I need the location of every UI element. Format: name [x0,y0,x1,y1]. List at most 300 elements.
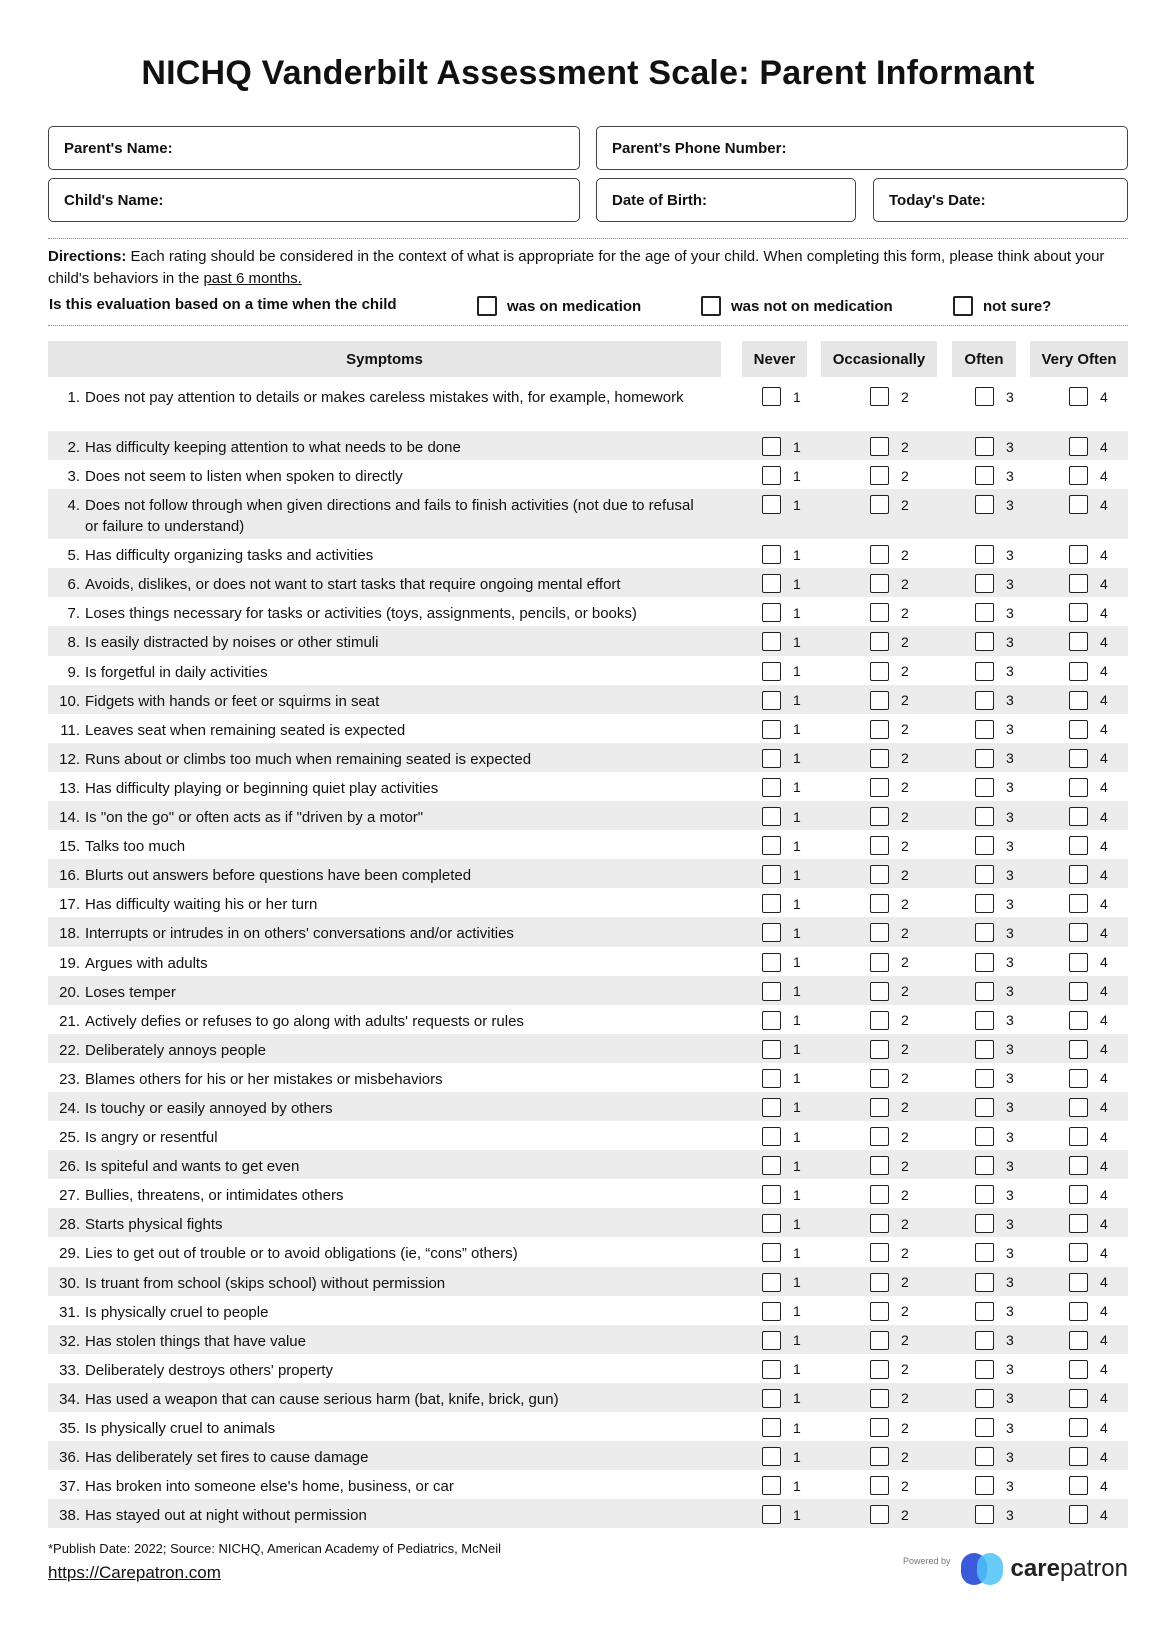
checkbox[interactable] [975,574,994,593]
checkbox[interactable] [762,749,781,768]
checkbox[interactable] [1069,807,1088,826]
rating-option-3[interactable] [975,1360,1014,1379]
rating-option-1[interactable] [762,749,801,768]
rating-option-2[interactable] [870,1243,909,1262]
checkbox[interactable] [870,1273,889,1292]
rating-option-4[interactable] [1069,778,1108,797]
checkbox[interactable] [762,865,781,884]
rating-option-1[interactable] [762,387,801,406]
checkbox[interactable] [975,691,994,710]
checkbox[interactable] [975,1098,994,1117]
rating-option-2[interactable] [870,1476,909,1495]
rating-option-3[interactable] [975,1127,1014,1146]
rating-option-2[interactable] [870,574,909,593]
checkbox[interactable] [762,437,781,456]
checkbox[interactable] [870,662,889,681]
checkbox[interactable] [1069,1331,1088,1350]
checkbox[interactable] [870,1069,889,1088]
checkbox[interactable] [975,865,994,884]
checkbox[interactable] [762,953,781,972]
checkbox[interactable] [870,632,889,651]
checkbox[interactable] [1069,923,1088,942]
rating-option-2[interactable] [870,953,909,972]
child-name-field[interactable] [48,178,580,222]
checkbox[interactable] [870,437,889,456]
checkbox[interactable] [1069,691,1088,710]
rating-option-3[interactable] [975,1447,1014,1466]
checkbox[interactable] [975,1011,994,1030]
checkbox[interactable] [870,1331,889,1350]
checkbox[interactable] [870,1418,889,1437]
carepatron-link[interactable]: https://Carepatron.com [48,1563,221,1582]
checkbox[interactable] [762,632,781,651]
checkbox[interactable] [870,720,889,739]
checkbox[interactable] [1069,1127,1088,1146]
checkbox[interactable] [975,836,994,855]
checkbox[interactable] [870,1214,889,1233]
rating-option-2[interactable] [870,1098,909,1117]
checkbox[interactable] [975,1476,994,1495]
rating-option-4[interactable] [1069,632,1108,651]
checkbox[interactable] [870,1447,889,1466]
checkbox[interactable] [1069,836,1088,855]
rating-option-4[interactable] [1069,836,1108,855]
checkbox[interactable] [870,1127,889,1146]
rating-option-1[interactable] [762,836,801,855]
checkbox[interactable] [1069,1243,1088,1262]
rating-option-4[interactable] [1069,1156,1108,1175]
checkbox[interactable] [1069,662,1088,681]
checkbox[interactable] [477,296,497,316]
rating-option-3[interactable] [975,894,1014,913]
rating-option-1[interactable] [762,1505,801,1524]
rating-option-2[interactable] [870,545,909,564]
checkbox[interactable] [1069,574,1088,593]
rating-option-1[interactable] [762,1360,801,1379]
checkbox[interactable] [870,1505,889,1524]
rating-option-4[interactable] [1069,545,1108,564]
medication-option-not-on[interactable] [701,296,893,316]
rating-option-4[interactable] [1069,1273,1108,1292]
rating-option-4[interactable] [1069,1098,1108,1117]
checkbox[interactable] [762,495,781,514]
checkbox[interactable] [870,1243,889,1262]
rating-option-3[interactable] [975,953,1014,972]
checkbox[interactable] [1069,437,1088,456]
rating-option-3[interactable] [975,982,1014,1001]
rating-option-2[interactable] [870,603,909,622]
rating-option-3[interactable] [975,1302,1014,1321]
checkbox[interactable] [870,982,889,1001]
rating-option-3[interactable] [975,1331,1014,1350]
checkbox[interactable] [870,466,889,485]
rating-option-4[interactable] [1069,1505,1108,1524]
rating-option-3[interactable] [975,1214,1014,1233]
rating-option-3[interactable] [975,1069,1014,1088]
checkbox[interactable] [975,1389,994,1408]
checkbox[interactable] [1069,1185,1088,1204]
checkbox[interactable] [1069,720,1088,739]
rating-option-1[interactable] [762,691,801,710]
rating-option-4[interactable] [1069,807,1108,826]
rating-option-4[interactable] [1069,1418,1108,1437]
rating-option-2[interactable] [870,691,909,710]
checkbox[interactable] [762,1011,781,1030]
rating-option-1[interactable] [762,923,801,942]
checkbox[interactable] [1069,865,1088,884]
rating-option-1[interactable] [762,894,801,913]
rating-option-1[interactable] [762,603,801,622]
checkbox[interactable] [975,1243,994,1262]
checkbox[interactable] [762,1185,781,1204]
rating-option-3[interactable] [975,495,1014,514]
rating-option-3[interactable] [975,1273,1014,1292]
checkbox[interactable] [762,1040,781,1059]
checkbox[interactable] [762,1273,781,1292]
checkbox[interactable] [975,923,994,942]
rating-option-2[interactable] [870,894,909,913]
rating-option-4[interactable] [1069,749,1108,768]
checkbox[interactable] [870,545,889,564]
checkbox[interactable] [762,1127,781,1146]
checkbox[interactable] [762,982,781,1001]
checkbox[interactable] [870,749,889,768]
checkbox[interactable] [870,1185,889,1204]
rating-option-4[interactable] [1069,1069,1108,1088]
checkbox[interactable] [1069,1011,1088,1030]
rating-option-3[interactable] [975,1476,1014,1495]
rating-option-1[interactable] [762,1447,801,1466]
rating-option-2[interactable] [870,720,909,739]
rating-option-3[interactable] [975,662,1014,681]
checkbox[interactable] [975,1360,994,1379]
rating-option-2[interactable] [870,1040,909,1059]
rating-option-3[interactable] [975,1505,1014,1524]
checkbox[interactable] [762,1214,781,1233]
checkbox[interactable] [701,296,721,316]
checkbox[interactable] [762,1243,781,1262]
rating-option-1[interactable] [762,437,801,456]
checkbox[interactable] [975,1069,994,1088]
rating-option-4[interactable] [1069,1011,1108,1030]
checkbox[interactable] [870,1476,889,1495]
checkbox[interactable] [762,1418,781,1437]
checkbox[interactable] [870,807,889,826]
checkbox[interactable] [762,1331,781,1350]
rating-option-3[interactable] [975,387,1014,406]
checkbox[interactable] [870,603,889,622]
rating-option-4[interactable] [1069,1127,1108,1146]
checkbox[interactable] [870,923,889,942]
rating-option-2[interactable] [870,836,909,855]
checkbox[interactable] [762,574,781,593]
rating-option-2[interactable] [870,865,909,884]
rating-option-2[interactable] [870,495,909,514]
checkbox[interactable] [975,603,994,622]
checkbox[interactable] [1069,894,1088,913]
rating-option-3[interactable] [975,1243,1014,1262]
checkbox[interactable] [975,720,994,739]
checkbox[interactable] [975,1214,994,1233]
checkbox[interactable] [975,1273,994,1292]
rating-option-1[interactable] [762,1331,801,1350]
rating-option-1[interactable] [762,495,801,514]
checkbox[interactable] [975,632,994,651]
checkbox[interactable] [762,894,781,913]
checkbox[interactable] [870,574,889,593]
checkbox[interactable] [762,1156,781,1175]
rating-option-4[interactable] [1069,1185,1108,1204]
rating-option-4[interactable] [1069,574,1108,593]
rating-option-3[interactable] [975,720,1014,739]
checkbox[interactable] [870,387,889,406]
checkbox[interactable] [1069,1214,1088,1233]
checkbox[interactable] [975,495,994,514]
rating-option-3[interactable] [975,865,1014,884]
rating-option-2[interactable] [870,1273,909,1292]
rating-option-1[interactable] [762,982,801,1001]
rating-option-4[interactable] [1069,387,1108,406]
rating-option-3[interactable] [975,632,1014,651]
rating-option-4[interactable] [1069,1040,1108,1059]
checkbox[interactable] [1069,1069,1088,1088]
checkbox[interactable] [870,691,889,710]
rating-option-4[interactable] [1069,495,1108,514]
checkbox[interactable] [762,923,781,942]
checkbox[interactable] [762,836,781,855]
checkbox[interactable] [975,662,994,681]
checkbox[interactable] [975,1505,994,1524]
rating-option-3[interactable] [975,1389,1014,1408]
checkbox[interactable] [762,1069,781,1088]
rating-option-1[interactable] [762,632,801,651]
checkbox[interactable] [1069,1447,1088,1466]
checkbox[interactable] [1069,1476,1088,1495]
checkbox[interactable] [1069,1040,1088,1059]
rating-option-1[interactable] [762,865,801,884]
checkbox[interactable] [975,1302,994,1321]
rating-option-1[interactable] [762,466,801,485]
rating-option-4[interactable] [1069,1476,1108,1495]
checkbox[interactable] [975,778,994,797]
checkbox[interactable] [762,1098,781,1117]
rating-option-1[interactable] [762,1069,801,1088]
rating-option-2[interactable] [870,1185,909,1204]
rating-option-3[interactable] [975,749,1014,768]
checkbox[interactable] [1069,603,1088,622]
checkbox[interactable] [762,387,781,406]
rating-option-2[interactable] [870,807,909,826]
checkbox[interactable] [975,982,994,1001]
rating-option-2[interactable] [870,749,909,768]
checkbox[interactable] [762,545,781,564]
rating-option-4[interactable] [1069,894,1108,913]
rating-option-3[interactable] [975,603,1014,622]
checkbox[interactable] [1069,1505,1088,1524]
checkbox[interactable] [1069,749,1088,768]
rating-option-3[interactable] [975,545,1014,564]
rating-option-2[interactable] [870,437,909,456]
rating-option-4[interactable] [1069,1389,1108,1408]
rating-option-1[interactable] [762,662,801,681]
rating-option-2[interactable] [870,632,909,651]
checkbox[interactable] [1069,466,1088,485]
rating-option-1[interactable] [762,720,801,739]
checkbox[interactable] [870,495,889,514]
parent-phone-field[interactable] [596,126,1128,170]
rating-option-1[interactable] [762,1243,801,1262]
rating-option-3[interactable] [975,437,1014,456]
checkbox[interactable] [975,545,994,564]
rating-option-3[interactable] [975,1156,1014,1175]
checkbox[interactable] [762,1476,781,1495]
rating-option-1[interactable] [762,545,801,564]
checkbox[interactable] [762,662,781,681]
checkbox[interactable] [975,1156,994,1175]
checkbox[interactable] [1069,1360,1088,1379]
rating-option-3[interactable] [975,778,1014,797]
checkbox[interactable] [1069,545,1088,564]
medication-option-not-sure[interactable] [953,296,1051,316]
rating-option-2[interactable] [870,466,909,485]
checkbox[interactable] [1069,387,1088,406]
checkbox[interactable] [1069,1098,1088,1117]
rating-option-4[interactable] [1069,691,1108,710]
dob-field[interactable] [596,178,856,222]
rating-option-4[interactable] [1069,953,1108,972]
rating-option-4[interactable] [1069,865,1108,884]
checkbox[interactable] [1069,982,1088,1001]
rating-option-1[interactable] [762,807,801,826]
medication-option-on[interactable] [477,296,641,316]
checkbox[interactable] [975,1040,994,1059]
checkbox[interactable] [762,1447,781,1466]
rating-option-2[interactable] [870,1011,909,1030]
checkbox[interactable] [975,1331,994,1350]
checkbox[interactable] [762,778,781,797]
checkbox[interactable] [762,603,781,622]
rating-option-1[interactable] [762,1418,801,1437]
checkbox[interactable] [1069,632,1088,651]
checkbox[interactable] [762,1360,781,1379]
rating-option-3[interactable] [975,466,1014,485]
checkbox[interactable] [975,894,994,913]
rating-option-2[interactable] [870,1069,909,1088]
rating-option-3[interactable] [975,836,1014,855]
rating-option-2[interactable] [870,923,909,942]
rating-option-4[interactable] [1069,1331,1108,1350]
checkbox[interactable] [762,807,781,826]
checkbox[interactable] [870,1389,889,1408]
checkbox[interactable] [870,953,889,972]
rating-option-4[interactable] [1069,1360,1108,1379]
rating-option-2[interactable] [870,1447,909,1466]
rating-option-2[interactable] [870,1505,909,1524]
rating-option-2[interactable] [870,662,909,681]
rating-option-1[interactable] [762,1011,801,1030]
checkbox[interactable] [975,1185,994,1204]
checkbox[interactable] [1069,953,1088,972]
checkbox[interactable] [870,836,889,855]
rating-option-2[interactable] [870,1389,909,1408]
rating-option-4[interactable] [1069,603,1108,622]
checkbox[interactable] [953,296,973,316]
rating-option-1[interactable] [762,1302,801,1321]
checkbox[interactable] [975,387,994,406]
rating-option-4[interactable] [1069,466,1108,485]
rating-option-3[interactable] [975,807,1014,826]
checkbox[interactable] [870,1156,889,1175]
rating-option-2[interactable] [870,1127,909,1146]
rating-option-2[interactable] [870,1331,909,1350]
rating-option-2[interactable] [870,778,909,797]
rating-option-4[interactable] [1069,923,1108,942]
rating-option-2[interactable] [870,982,909,1001]
parent-name-field[interactable] [48,126,580,170]
rating-option-1[interactable] [762,778,801,797]
rating-option-1[interactable] [762,1156,801,1175]
rating-option-1[interactable] [762,1185,801,1204]
rating-option-3[interactable] [975,1185,1014,1204]
rating-option-2[interactable] [870,1302,909,1321]
checkbox[interactable] [870,1011,889,1030]
rating-option-2[interactable] [870,387,909,406]
checkbox[interactable] [1069,1389,1088,1408]
checkbox[interactable] [1069,1273,1088,1292]
rating-option-3[interactable] [975,1040,1014,1059]
rating-option-1[interactable] [762,1389,801,1408]
checkbox[interactable] [1069,1302,1088,1321]
rating-option-3[interactable] [975,574,1014,593]
rating-option-1[interactable] [762,1040,801,1059]
rating-option-1[interactable] [762,1273,801,1292]
checkbox[interactable] [1069,495,1088,514]
checkbox[interactable] [762,720,781,739]
today-date-field[interactable] [873,178,1128,222]
checkbox[interactable] [762,466,781,485]
rating-option-4[interactable] [1069,1447,1108,1466]
rating-option-3[interactable] [975,1418,1014,1437]
rating-option-2[interactable] [870,1214,909,1233]
rating-option-2[interactable] [870,1418,909,1437]
checkbox[interactable] [870,1040,889,1059]
checkbox[interactable] [762,691,781,710]
rating-option-1[interactable] [762,1127,801,1146]
checkbox[interactable] [975,1418,994,1437]
rating-option-4[interactable] [1069,1214,1108,1233]
checkbox[interactable] [870,1360,889,1379]
rating-option-1[interactable] [762,1476,801,1495]
rating-option-4[interactable] [1069,1302,1108,1321]
checkbox[interactable] [975,953,994,972]
rating-option-3[interactable] [975,1098,1014,1117]
checkbox[interactable] [975,749,994,768]
rating-option-1[interactable] [762,1214,801,1233]
rating-option-4[interactable] [1069,662,1108,681]
checkbox[interactable] [870,865,889,884]
checkbox[interactable] [762,1302,781,1321]
rating-option-3[interactable] [975,1011,1014,1030]
rating-option-1[interactable] [762,574,801,593]
checkbox[interactable] [975,1127,994,1146]
checkbox[interactable] [870,1098,889,1117]
rating-option-3[interactable] [975,923,1014,942]
checkbox[interactable] [762,1505,781,1524]
checkbox[interactable] [975,1447,994,1466]
rating-option-1[interactable] [762,1098,801,1117]
checkbox[interactable] [975,437,994,456]
checkbox[interactable] [975,807,994,826]
